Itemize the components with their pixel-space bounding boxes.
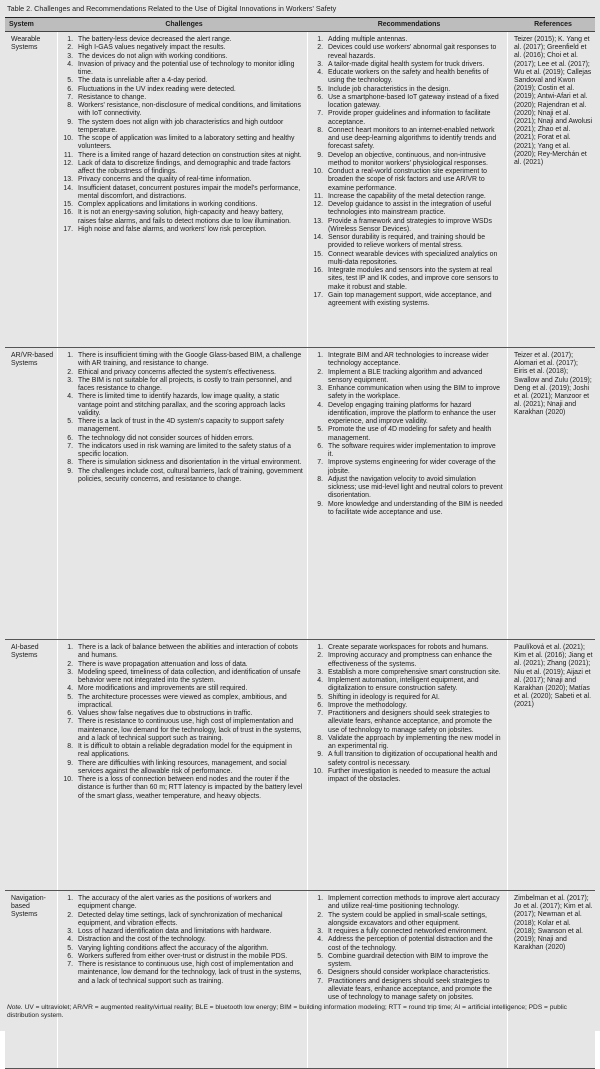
item-number: 5. bbox=[67, 77, 73, 85]
item-text: Educate workers on the safety and health benefits of using the technology. bbox=[328, 69, 489, 85]
item-text: Practitioners and designers should seek strategies to alleviate fears, enhance acceptance, and promote the use of technology to manage safety on jobsites. bbox=[328, 977, 492, 1001]
recommendations-list bbox=[308, 36, 503, 308]
item-number: 11. bbox=[313, 192, 323, 200]
challenge-item bbox=[58, 669, 303, 686]
challenge-item bbox=[58, 953, 303, 961]
challenge-item bbox=[58, 928, 303, 936]
item-text: Implement a BLE tracking algorithm and advanced sensory equipment. bbox=[328, 368, 483, 384]
item-number: 5. bbox=[67, 944, 73, 952]
item-number: 15. bbox=[63, 201, 73, 208]
item-text: Connect heart monitors to an internet-enabled network and use deep-learning algorithms to identify trends and forecast safety. bbox=[328, 126, 497, 151]
header-challenges: Challenges bbox=[165, 21, 203, 28]
challenge-item bbox=[58, 393, 303, 418]
item-number: 10. bbox=[313, 767, 323, 775]
recommendation-item bbox=[308, 61, 503, 69]
system-cell: AI-based Systems bbox=[11, 644, 39, 660]
system-cell: Navigation-based Systems bbox=[11, 895, 46, 919]
challenge-item bbox=[58, 685, 303, 693]
recommendation-item bbox=[308, 36, 503, 44]
item-text: Modeling speed, timeliness of data collection, and identification of unsafe behavior were not integrated into the system. bbox=[78, 668, 301, 684]
recommendation-item bbox=[308, 644, 503, 652]
challenge-item bbox=[58, 468, 303, 485]
item-text: There is wave propagation attenuation and loss of data. bbox=[78, 660, 248, 668]
table-row bbox=[5, 348, 595, 640]
item-number: 12. bbox=[313, 201, 323, 208]
item-text: The architecture processes were viewed as complex, ambitious, and impractical. bbox=[78, 693, 287, 709]
challenge-item bbox=[58, 443, 303, 460]
item-number: 1. bbox=[317, 352, 323, 359]
challenge-item bbox=[58, 961, 303, 986]
recommendations-list bbox=[308, 644, 503, 784]
item-number: 1. bbox=[317, 895, 323, 902]
item-number: 2. bbox=[67, 368, 73, 376]
challenge-item bbox=[58, 459, 303, 467]
item-text: The BIM is not suitable for all projects, is costly to train personnel, and faces resistance to change. bbox=[78, 376, 292, 392]
recommendation-item bbox=[308, 201, 503, 218]
item-text: There is a lack of trust in the 4D system's capacity to support safety management. bbox=[78, 418, 284, 434]
item-number: 6. bbox=[67, 952, 73, 960]
recommendation-item bbox=[308, 702, 503, 710]
item-text: Varying lighting conditions affect the accuracy of the algorithm. bbox=[78, 944, 269, 952]
challenge-item bbox=[58, 102, 303, 119]
item-text: Resistance to change. bbox=[78, 93, 147, 101]
challenges-cell bbox=[57, 640, 307, 890]
challenges-cell bbox=[57, 891, 307, 1068]
item-text: Further investigation is needed to measure the actual impact of the obstacles. bbox=[328, 767, 491, 783]
item-text: Adjust the navigation velocity to avoid simulation sickness; use mid-level light and neutral colors to prevent disorientation. bbox=[328, 475, 503, 500]
item-number: 3. bbox=[67, 668, 73, 676]
challenge-item bbox=[58, 694, 303, 711]
challenge-item bbox=[58, 209, 303, 226]
item-text: More modifications and improvements are still required. bbox=[78, 685, 248, 693]
item-text: More knowledge and understanding of the BIM is needed to facilitate wide acceptance and use. bbox=[328, 500, 503, 516]
item-number: 4. bbox=[317, 69, 323, 76]
item-text: There are difficulties with linking resources, management, and social services against the allowable risk of performance. bbox=[78, 759, 287, 775]
item-number: 5. bbox=[317, 693, 323, 701]
item-text: The accuracy of the alert varies as the positions of workers and equipment change. bbox=[78, 895, 272, 911]
item-number: 6. bbox=[67, 85, 73, 93]
recommendation-item bbox=[308, 292, 503, 309]
header-recommendations: Recommendations bbox=[377, 21, 441, 28]
recommendation-item bbox=[308, 402, 503, 427]
item-number: 2. bbox=[67, 660, 73, 668]
item-number: 3. bbox=[317, 60, 323, 68]
table-row bbox=[5, 32, 595, 348]
references-cell: Zimbelman et al. (2017); Jo et al. (2017); Kim et al. (2017); Newman et al. (2018); Kolar et al. (2018); Swanson et al. (2019); Nnaji and Karakhan (2020) bbox=[507, 891, 595, 1068]
recommendation-item bbox=[308, 694, 503, 702]
item-number: 4. bbox=[67, 60, 73, 68]
item-text: Enhance communication when using the BIM to improve safety in the workplace. bbox=[328, 385, 500, 401]
item-number: 9. bbox=[67, 759, 73, 767]
item-number: 9. bbox=[67, 467, 73, 475]
item-text: Improving accuracy and promptness can enhance the effectiveness of the systems. bbox=[328, 652, 492, 668]
item-text: Connect wearable devices with specialized analytics on multi-data repositories. bbox=[328, 250, 498, 266]
challenge-item bbox=[58, 912, 303, 929]
item-text: Complex applications and limitations in working conditions. bbox=[78, 201, 258, 208]
item-text: High noise and false alarms, and workers' low risk perception. bbox=[78, 225, 267, 233]
item-text: Improve the methodology. bbox=[328, 701, 408, 709]
item-text: Fluctuations in the UV index reading were detected. bbox=[78, 85, 236, 93]
item-text: There is resistance to continuous use, high cost of implementation and maintenance, low demand for the technology, lack of trust in the systems, and a lack of technical support such as training. bbox=[78, 718, 302, 742]
item-number: 16. bbox=[63, 209, 73, 217]
item-number: 4. bbox=[67, 393, 73, 401]
item-text: Address the perception of potential distraction and the cost of the technology. bbox=[328, 936, 493, 952]
item-number: 13. bbox=[313, 217, 323, 225]
item-number: 8. bbox=[67, 102, 73, 109]
recommendation-item bbox=[308, 936, 503, 953]
recommendation-item bbox=[308, 94, 503, 111]
item-text: Insufficient dataset, concurrent postures impair the model's performance, mental discomfort, and distractions. bbox=[78, 184, 301, 200]
item-number: 4. bbox=[67, 936, 73, 944]
challenge-item bbox=[58, 644, 303, 661]
item-text: It requires a fully connected networked environment. bbox=[328, 928, 488, 935]
item-number: 10. bbox=[63, 776, 73, 783]
item-number: 4. bbox=[317, 677, 323, 684]
challenge-item bbox=[58, 44, 303, 52]
challenge-item bbox=[58, 945, 303, 953]
item-number: 6. bbox=[317, 442, 323, 450]
item-text: There is a limited range of hazard detection on construction sites at night. bbox=[78, 151, 302, 159]
item-number: 8. bbox=[317, 126, 323, 134]
recommendation-item bbox=[308, 669, 503, 677]
challenge-item bbox=[58, 152, 303, 160]
challenge-item bbox=[58, 377, 303, 394]
item-text: The indicators used in risk warning are limited to the safety status of a specific location. bbox=[78, 442, 291, 458]
item-number: 6. bbox=[317, 969, 323, 977]
item-number: 1. bbox=[67, 352, 73, 359]
item-number: 8. bbox=[67, 459, 73, 467]
item-number: 1. bbox=[67, 644, 73, 651]
item-number: 7. bbox=[67, 442, 73, 450]
challenge-item bbox=[58, 36, 303, 44]
item-number: 4. bbox=[317, 936, 323, 944]
item-text: Lack of data to discretize findings, and demographic and trade factors affect the robustness of findings. bbox=[78, 159, 291, 175]
item-number: 6. bbox=[317, 701, 323, 709]
item-number: 14. bbox=[63, 184, 73, 192]
item-number: 11. bbox=[63, 151, 73, 159]
recommendation-item bbox=[308, 369, 503, 386]
item-text: Privacy concerns and the quality of real-time information. bbox=[78, 176, 252, 184]
item-text: The devices do not align with working conditions. bbox=[78, 52, 228, 60]
challenge-item bbox=[58, 77, 303, 85]
challenge-item bbox=[58, 776, 303, 801]
item-number: 1. bbox=[67, 895, 73, 902]
item-number: 4. bbox=[67, 685, 73, 693]
item-number: 2. bbox=[317, 911, 323, 919]
table-note bbox=[7, 1004, 593, 1020]
recommendations-cell bbox=[307, 32, 507, 347]
recommendations-list bbox=[308, 352, 503, 517]
item-text: Values show false negatives due to obstructions in traffic. bbox=[78, 710, 253, 717]
recommendation-item bbox=[308, 969, 503, 977]
item-number: 3. bbox=[67, 52, 73, 60]
item-text: Shifting in ideology is required for AI. bbox=[328, 693, 440, 701]
item-text: There is resistance to continuous use, high cost of implementation and maintenance, low demand for the technology, lack of trust in the systems, and a lack of technical support such as training. bbox=[78, 961, 302, 985]
item-number: 1. bbox=[67, 36, 73, 43]
recommendation-item bbox=[308, 251, 503, 268]
recommendation-item bbox=[308, 912, 503, 929]
recommendation-item bbox=[308, 710, 503, 735]
item-text: There is insufficient timing with the Google Glass-based BIM, a challenge with AR training, and resistance to change. bbox=[78, 352, 302, 368]
recommendation-item bbox=[308, 443, 503, 460]
item-text: Provide a framework and strategies to improve WSDs (Wireless Sensor Devices). bbox=[328, 217, 492, 233]
recommendation-item bbox=[308, 652, 503, 669]
item-text: Improve systems engineering for wider coverage of the jobsite. bbox=[328, 459, 496, 475]
recommendation-item bbox=[308, 44, 503, 61]
item-number: 15. bbox=[313, 250, 323, 258]
challenge-item bbox=[58, 718, 303, 743]
item-number: 6. bbox=[317, 93, 323, 101]
item-text: Loss of hazard identification data and limitations with hardware. bbox=[78, 928, 272, 935]
item-number: 6. bbox=[67, 710, 73, 717]
item-text: The system does not align with job characteristics and high outdoor temperature. bbox=[78, 118, 284, 134]
challenge-item bbox=[58, 176, 303, 184]
item-text: The battery-less device decreased the alert range. bbox=[78, 36, 232, 43]
item-text: It is not an energy-saving solution, high-capacity and heavy battery, raises false alarms, and fails to detect motions due to low illumination. bbox=[78, 209, 291, 225]
recommendations-cell bbox=[307, 891, 507, 1068]
recommendation-item bbox=[308, 352, 503, 369]
item-number: 3. bbox=[67, 928, 73, 935]
item-text: High I-GAS values negatively impact the results. bbox=[78, 44, 226, 52]
recommendation-item bbox=[308, 218, 503, 235]
item-text: Gain top management support, wide acceptance, and agreement with existing systems. bbox=[328, 291, 492, 307]
recommendation-item bbox=[308, 476, 503, 501]
item-text: Include job characteristics in the design. bbox=[328, 85, 451, 93]
challenge-item bbox=[58, 418, 303, 435]
recommendation-item bbox=[308, 69, 503, 86]
item-text: There is simulation sickness and disorientation in the virtual environment. bbox=[78, 459, 302, 467]
challenge-item bbox=[58, 53, 303, 61]
recommendation-item bbox=[308, 768, 503, 785]
challenges-list bbox=[58, 352, 303, 484]
recommendations-cell bbox=[307, 640, 507, 890]
note-label: Note. bbox=[7, 1004, 23, 1011]
item-number: 2. bbox=[317, 652, 323, 660]
table-row bbox=[5, 640, 595, 891]
item-text: Develop engaging training platforms for hazard identification, improve the platform to enhance the user experience, and improve validity. bbox=[328, 401, 496, 425]
recommendation-item bbox=[308, 677, 503, 694]
item-number: 3. bbox=[67, 376, 73, 384]
item-text: A tailor-made digital health system for truck drivers. bbox=[328, 60, 485, 68]
item-text: Detected delay time settings, lack of synchronization of mechanical equipment, and vibration effects. bbox=[78, 911, 283, 927]
item-number: 14. bbox=[313, 234, 323, 241]
challenge-item bbox=[58, 760, 303, 777]
item-text: Promote the use of 4D modeling for safety and health management. bbox=[328, 426, 492, 442]
references-cell: Teizer et al. (2017); Alomari et al. (2017); Eiris et al. (2018); Swallow and Zulu (2019); Deng et al. (2019); Joshi et al. (2021); Manzoor et al. (2021); Nnaji and Karakhan (2020) bbox=[507, 348, 595, 639]
challenge-item bbox=[58, 369, 303, 377]
item-number: 5. bbox=[317, 426, 323, 434]
challenge-item bbox=[58, 352, 303, 369]
challenge-item bbox=[58, 435, 303, 443]
item-text: Develop an objective, continuous, and non-intrusive method to monitor workers' physiological responses. bbox=[328, 151, 488, 167]
item-text: A full transition to digitization of occupational health and safety control is necessary. bbox=[328, 751, 498, 767]
challenge-item bbox=[58, 94, 303, 102]
challenge-item bbox=[58, 135, 303, 152]
item-text: Integrate modules and sensors into the system at real sites, test IP and IK codes, and improve core sensors to make it robust and stable. bbox=[328, 267, 499, 291]
item-number: 7. bbox=[317, 459, 323, 467]
item-number: 10. bbox=[63, 135, 73, 142]
recommendation-item bbox=[308, 127, 503, 152]
item-text: The technology did not consider sources of hidden errors. bbox=[78, 434, 254, 442]
recommendation-item bbox=[308, 385, 503, 402]
recommendation-item bbox=[308, 735, 503, 752]
challenge-item bbox=[58, 119, 303, 136]
item-number: 9. bbox=[317, 500, 323, 508]
item-text: Sensor durability is required, and training should be provided to relieve workers of mental stress. bbox=[328, 234, 486, 250]
item-text: Use a smartphone-based IoT gateway instead of a fixed location gateway. bbox=[328, 93, 499, 109]
item-text: There is a loss of connection between end nodes and the router if the distance is further than 60 m; RTT latency is impacted by the battery level of the smart glass, weather temperature, and heavy objects. bbox=[78, 776, 303, 800]
item-text: Develop guidance to assist in the integration of useful technologies into mainstream practice. bbox=[328, 201, 492, 217]
table-caption: Table 2. Challenges and Recommendations Related to the Use of Digital Innovations in Workers' Safety bbox=[7, 4, 337, 13]
item-text: Adding multiple antennas. bbox=[328, 36, 408, 43]
item-number: 8. bbox=[317, 475, 323, 483]
item-number: 2. bbox=[67, 44, 73, 52]
item-text: The challenges include cost, cultural barriers, lack of training, government policies, security concerns, and resistance to change. bbox=[78, 467, 303, 483]
challenge-item bbox=[58, 661, 303, 669]
references-cell: Teizer (2015); K. Yang et al. (2017); Greenfield et al. (2016); Choi et al. (2017); Lee et al. (2017); Wu et al. (2019); Callejas Sandoval and Kwon (2019); Costin et al. (2019); Antwi-Afari et al. (2020); Rajendran et al. (2020); Nnaji et al. (2021); Nnaji and Awolusi (2021); Zhao et al. (2021); Forat et al. (2021); Yang et al. (2020); Rey-Merchán et al. (2021) bbox=[507, 32, 595, 347]
recommendation-item bbox=[308, 978, 503, 1003]
recommendation-item bbox=[308, 110, 503, 127]
recommendation-item bbox=[308, 168, 503, 193]
challenges-list bbox=[58, 36, 303, 234]
item-number: 7. bbox=[67, 718, 73, 726]
item-text: Integrate BIM and AR technologies to increase wider technology acceptance. bbox=[328, 352, 489, 368]
challenge-item bbox=[58, 61, 303, 78]
item-number: 9. bbox=[317, 151, 323, 159]
item-number: 7. bbox=[317, 110, 323, 118]
note-text: UV = ultraviolet; AR/VR = augmented reality/virtual reality; BLE = bluetooth low energy; BIM = building information modeling; RTT = round trip time; AI = artificial intelligence; PDS = public distribution system. bbox=[7, 1004, 567, 1020]
item-number: 17. bbox=[313, 291, 323, 299]
item-number: 1. bbox=[317, 36, 323, 43]
item-text: The software requires wider implementation to improve it. bbox=[328, 442, 496, 458]
item-number: 13. bbox=[63, 176, 73, 184]
item-number: 9. bbox=[67, 118, 73, 126]
references-cell: Paulíková et al. (2021); Kim et al. (2016); Jiang et al. (2021); Zhang (2021); Niu et al. (2019); Aijazi et al. (2017); Nnaji and Karakhan (2020); Matías et al. (2020); Sabeti et al. (2021) bbox=[507, 640, 595, 890]
challenges-list bbox=[58, 895, 303, 986]
recommendation-item bbox=[308, 152, 503, 169]
challenge-item bbox=[58, 936, 303, 944]
item-number: 3. bbox=[317, 668, 323, 676]
challenge-item bbox=[58, 86, 303, 94]
item-number: 10. bbox=[313, 168, 323, 175]
header-system: System bbox=[9, 21, 34, 28]
system-cell: Wearable Systems bbox=[11, 36, 41, 52]
item-number: 5. bbox=[67, 418, 73, 425]
item-number: 3. bbox=[317, 385, 323, 392]
challenge-item bbox=[58, 895, 303, 912]
recommendations-cell bbox=[307, 348, 507, 639]
item-number: 8. bbox=[317, 734, 323, 742]
recommendation-item bbox=[308, 895, 503, 912]
item-text: Implement automation, intelligent equipment, and digitalization to ensure construction safety. bbox=[328, 677, 479, 693]
item-text: There is a lack of balance between the abilities and interaction of cobots and humans. bbox=[78, 644, 298, 660]
recommendation-item bbox=[308, 928, 503, 936]
item-number: 6. bbox=[67, 434, 73, 442]
recommendation-item bbox=[308, 751, 503, 768]
item-number: 2. bbox=[67, 911, 73, 919]
item-number: 7. bbox=[317, 710, 323, 717]
item-text: The system could be applied in small-scale settings, alongside excavators and other equipment. bbox=[328, 911, 487, 927]
table-header-row bbox=[5, 18, 595, 32]
item-number: 16. bbox=[313, 267, 323, 274]
challenge-item bbox=[58, 226, 303, 234]
table-row bbox=[5, 891, 595, 1069]
item-text: Conduct a real-world construction site experiment to broaden the scope of risk factors and use AR/VR to examine performance. bbox=[328, 168, 487, 192]
item-text: Ethical and privacy concerns affected the system's effectiveness. bbox=[78, 368, 276, 376]
recommendation-item bbox=[308, 501, 503, 518]
item-number: 17. bbox=[63, 225, 73, 233]
header-references: References bbox=[534, 21, 572, 28]
item-text: Distraction and the cost of the technology. bbox=[78, 936, 206, 944]
item-text: Devices could use workers' abnormal gait responses to reveal hazards. bbox=[328, 44, 497, 60]
recommendation-item bbox=[308, 234, 503, 251]
item-number: 5. bbox=[317, 85, 323, 93]
item-number: 2. bbox=[317, 368, 323, 376]
recommendation-item bbox=[308, 193, 503, 201]
recommendation-item bbox=[308, 267, 503, 292]
challenge-item bbox=[58, 743, 303, 760]
item-text: Designers should consider workplace characteristics. bbox=[328, 969, 491, 977]
item-number: 12. bbox=[63, 159, 73, 167]
item-number: 7. bbox=[67, 961, 73, 968]
challenges-cell bbox=[57, 32, 307, 347]
item-number: 3. bbox=[317, 928, 323, 935]
item-number: 2. bbox=[317, 44, 323, 52]
item-text: Provide proper guidelines and information to facilitate acceptance. bbox=[328, 110, 491, 126]
system-cell: AR/VR-based Systems bbox=[11, 352, 54, 368]
challenges-table bbox=[5, 17, 595, 1069]
challenge-item bbox=[58, 160, 303, 177]
item-number: 5. bbox=[67, 693, 73, 701]
challenge-item bbox=[58, 201, 303, 209]
item-text: Combine guardrail detection with BIM to improve the system. bbox=[328, 952, 489, 968]
item-text: The scope of application was limited to a laboratory setting and healthy volunteers. bbox=[78, 135, 295, 151]
item-text: Workers' resistance, non-disclosure of medical conditions, and limitations with IoT connectivity. bbox=[78, 102, 301, 118]
challenge-item bbox=[58, 710, 303, 718]
item-number: 5. bbox=[317, 952, 323, 960]
recommendation-item bbox=[308, 953, 503, 970]
item-text: Practitioners and designers should seek strategies to alleviate fears, enhance acceptance, and promote the use of technology to manage safety on jobsites. bbox=[328, 710, 492, 734]
item-text: Invasion of privacy and the potential use of technology to monitor idling time. bbox=[78, 60, 295, 76]
challenge-item bbox=[58, 185, 303, 202]
item-text: Workers suffered from either over-trust or distrust in the mobile PDS. bbox=[78, 952, 288, 960]
item-number: 7. bbox=[67, 93, 73, 101]
recommendation-item bbox=[308, 426, 503, 443]
item-number: 7. bbox=[317, 977, 323, 985]
item-number: 4. bbox=[317, 401, 323, 409]
item-text: The data is unreliable after a 4-day period. bbox=[78, 77, 208, 85]
item-text: Validate the approach by implementing the new model in an experimental rig. bbox=[328, 734, 501, 750]
recommendation-item bbox=[308, 459, 503, 476]
item-number: 9. bbox=[317, 751, 323, 759]
item-text: Increase the capability of the metal detection range. bbox=[328, 192, 486, 200]
item-number: 1. bbox=[317, 644, 323, 651]
recommendations-list bbox=[308, 895, 503, 1002]
recommendation-item bbox=[308, 86, 503, 94]
challenges-list bbox=[58, 644, 303, 801]
item-number: 8. bbox=[67, 743, 73, 750]
item-text: There is limited time to identify hazards, low image quality, a static vantage point and stitching parallax, and the scoring approach lacks validity. bbox=[78, 393, 286, 417]
item-text: It is difficult to obtain a reliable degradation model for the equipment in real applications. bbox=[78, 743, 292, 759]
challenges-cell bbox=[57, 348, 307, 639]
item-text: Implement correction methods to improve alert accuracy and utilize real-time positioning technology. bbox=[328, 895, 500, 911]
item-text: Establish a more comprehensive smart construction site. bbox=[328, 668, 501, 676]
item-text: Create separate workspaces for robots and humans. bbox=[328, 644, 489, 651]
